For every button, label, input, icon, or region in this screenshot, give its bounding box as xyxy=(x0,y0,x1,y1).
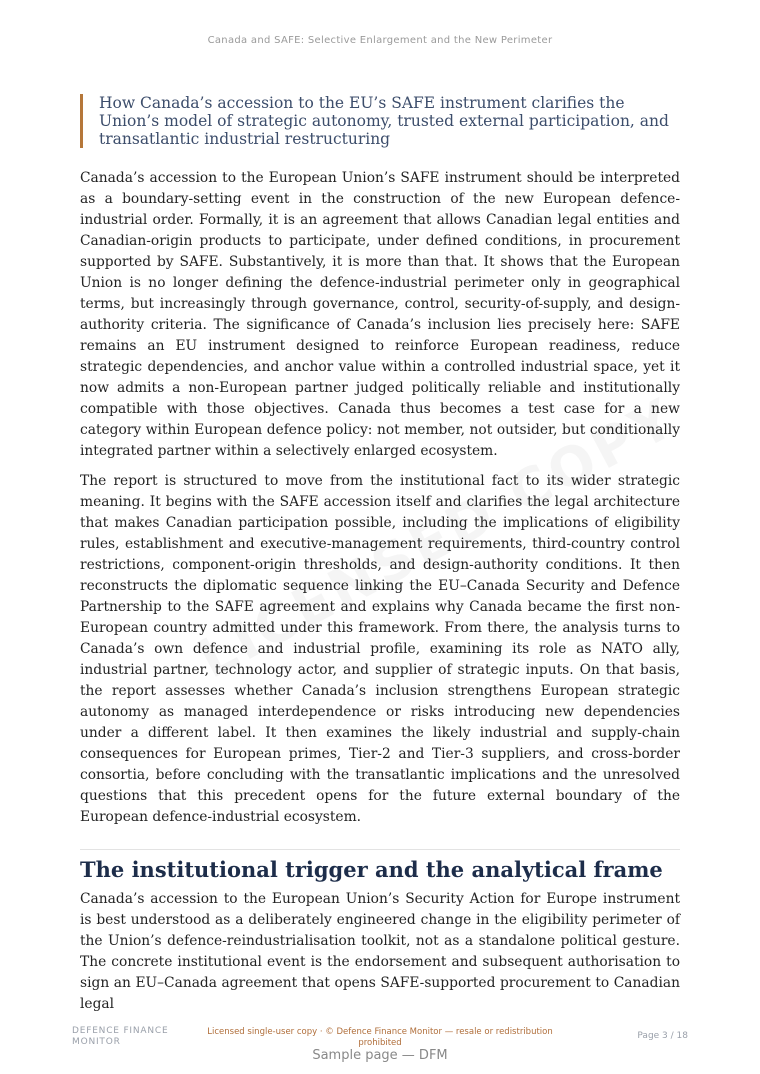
footer-license-notice: Licensed single-user copy · © Defence Finance Monitor — resale or redistribution prohibited xyxy=(207,1027,553,1048)
section-heading: The institutional trigger and the analytical frame xyxy=(80,857,663,882)
body-paragraph: The report is structured to move from the institutional fact to its wider strategic meaning. It begins with the SAFE accession itself and clarifies the legal architecture that makes Canadian participation possible, including the implications of eligibility rules, establishment and executive-management requirements, third-country control restrictions, component-origin thresholds, and design-authority conditions. It then reconstructs the diplomatic sequence linking the EU–Canada Security and Defence Partnership to the SAFE agreement and explains why Canada became the first non-European country admitted under this framework. From there, the analysis turns to Canada’s own defence and industrial profile, examining its role as NATO ally, industrial partner, technology actor, and supplier of strategic inputs. On that basis, the report assesses whether Canada’s inclusion strengthens European strategic autonomy as managed interdependence or risks introducing new dependencies under a different label. It then examines the likely industrial and supply-chain consequences for European primes, Tier-2 and Tier-3 suppliers, and cross-border consortia, before concluding with the transatlantic implications and the unresolved questions that this precedent opens for the future external boundary of the European defence-industrial ecosystem. xyxy=(80,473,680,825)
body-paragraph: Canada’s accession to the European Union’s Security Action for Europe instrument is best understood as a deliberately engineered change in the eligibility perimeter of the Union’s defence-reindustrialisation toolkit, not as a standalone political gesture. The concrete institutional event is the endorsement and subsequent authorisation to sign an EU–Canada agreement that opens SAFE-supported procurement to Canadian legal xyxy=(80,891,680,1012)
report-subtitle: How Canada’s accession to the EU’s SAFE instrument clarifies the Union’s model of strategic autonomy, trusted external participation, and transatlantic industrial restructuring xyxy=(80,94,680,148)
page-number: Page 3 / 18 xyxy=(637,1031,688,1041)
body-paragraph: Canada’s accession to the European Union’s SAFE instrument should be interpreted as a boundary-setting event in the construction of the new European defence-industrial order. Formally, it is an agreement that allows Canadian legal entities and Canadian-origin products to participate, under defined conditions, in procurement supported by SAFE. Substantively, it is more than that. It shows that the European Union is no longer defining the defence-industrial perimeter only in geographical terms, but increasingly through governance, control, security-of-supply, and design-authority criteria. The significance of Canada’s inclusion lies precisely here: SAFE remains an EU instrument designed to reinforce European readiness, reduce strategic dependencies, and anchor value within a controlled industrial space, yet it now admits a non-European partner judged politically reliable and institutionally compatible with those objectives. Canada thus becomes a test case for a new category within European defence policy: not member, not outsider, but conditionally integrated partner within a selectively enlarged ecosystem. xyxy=(80,170,680,459)
running-header: Canada and SAFE: Selective Enlargement and the New Perimeter xyxy=(207,35,553,46)
footer-brand: DEFENCE FINANCE MONITOR xyxy=(72,1026,169,1047)
section-divider xyxy=(80,849,680,850)
sample-page-label: Sample page — DFM xyxy=(312,1048,448,1063)
